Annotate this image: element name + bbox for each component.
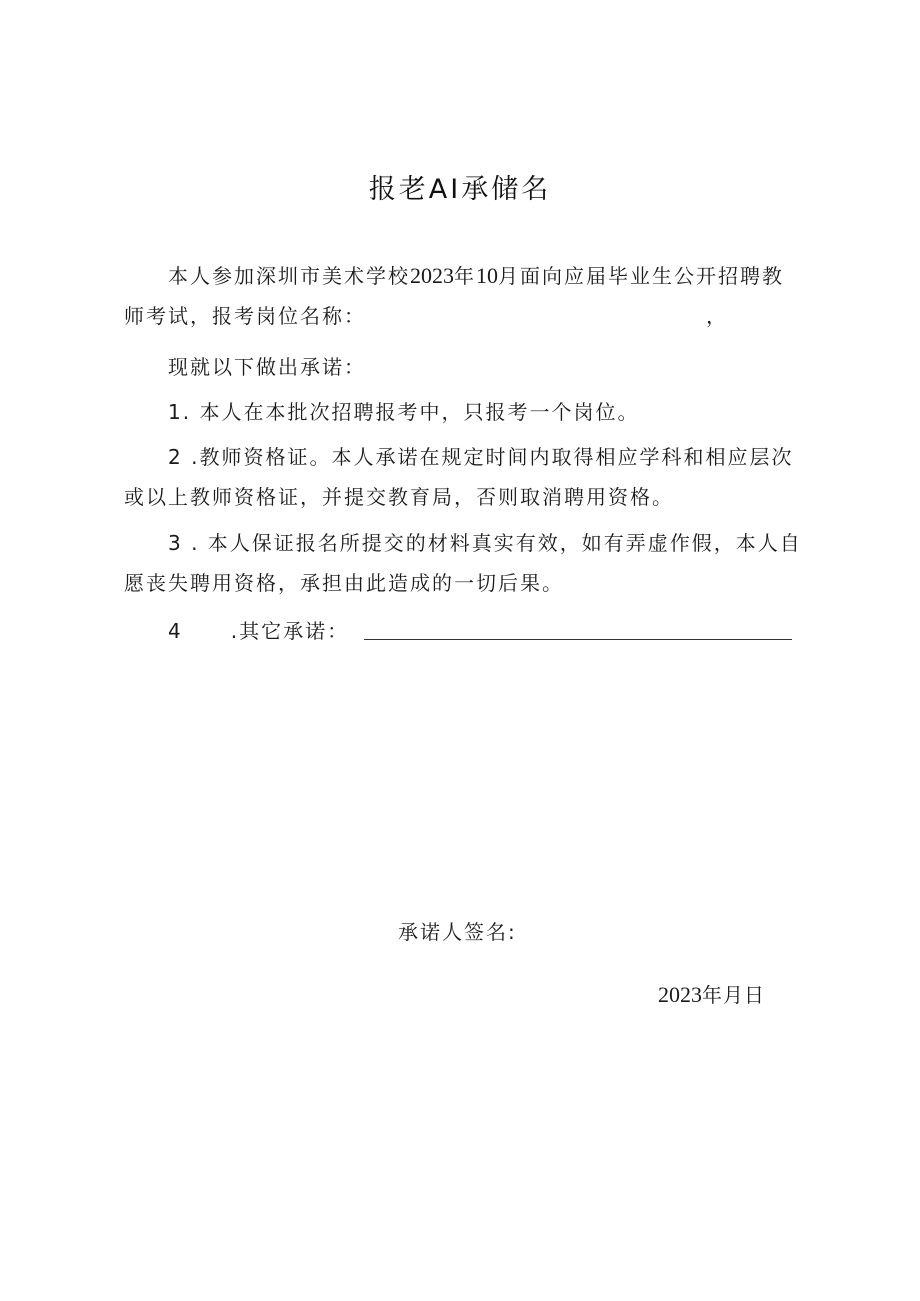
intro-end-comma: ， (706, 304, 728, 328)
document-title: 报老AI承储名 (368, 174, 552, 205)
date-line (658, 975, 765, 1015)
commitment-item-3: 3 . 本人保证报名所提交的材料真实有效，如有弄虚作假，本人自愿丧失聘用资格，承担由此造成的一切后果。 (124, 531, 802, 595)
intro-year: 2023 (410, 263, 454, 288)
intro-text-3: 月面向应届毕业生公开招聘教师考试，报考岗位名称： (124, 264, 784, 328)
intro-text-2: 年 (454, 264, 476, 288)
intro-paragraph (124, 256, 804, 336)
intro-month: 10 (476, 263, 498, 288)
item4-number: 4 (168, 619, 183, 643)
lead-paragraph: 现就以下做出承诺： (168, 355, 366, 379)
date-year: 2023 (658, 982, 702, 1007)
commitment-item-2: 2 .教师资格证。本人承诺在规定时间内取得相应学科和相应层次或以上教师资格证，并提交教育局，否则取消聘用资格。 (124, 445, 794, 509)
intro-text-1: 本人参加深圳市美术学校 (168, 264, 410, 288)
commitment-item-4 (124, 611, 804, 651)
other-commitment-underline[interactable] (364, 639, 792, 640)
signature-label: 承诺人签名: (398, 920, 517, 944)
commitment-item-1: 1. 本人在本批次招聘报考中，只报考一个岗位。 (168, 400, 640, 424)
date-suffix: 年月日 (702, 983, 765, 1007)
item4-label: .其它承诺： (230, 619, 350, 643)
